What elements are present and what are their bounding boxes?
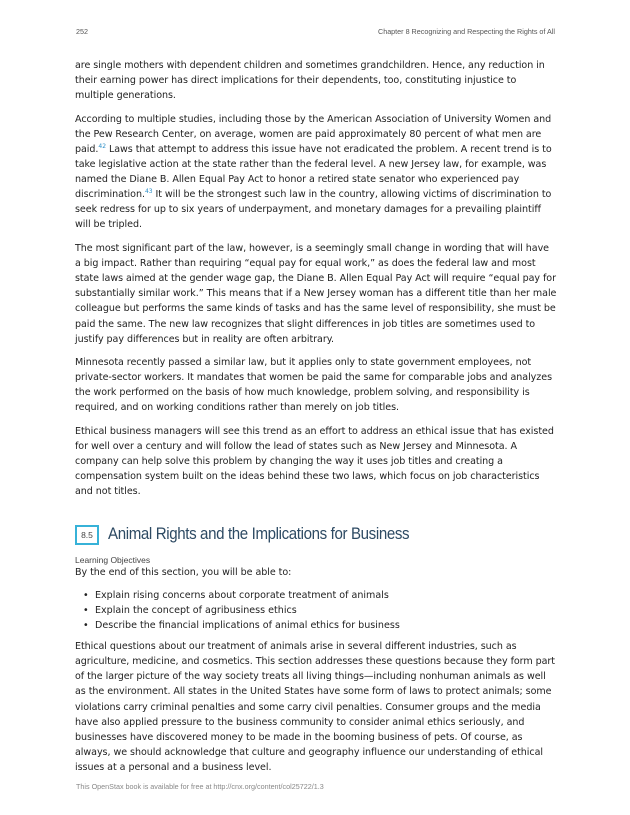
- paragraph-2: [75, 112, 557, 233]
- paragraph-2-part-b: Laws that attempt to address this issue have not eradicated the problem. A recent trend is to take legislative action at the state rather than the federal level. A new Jersey law, for example, was named the Diane B. Allen Equal Pay Act to honor a retired state senator who experienced pay discrimination.: [75, 143, 552, 201]
- objective-text: Explain rising concerns about corporate treatment of animals: [95, 590, 389, 602]
- learning-objectives-intro: By the end of this section, you will be able to:: [75, 566, 292, 578]
- chapter-title: Chapter 8 Recognizing and Respecting the Rights of All: [378, 27, 555, 36]
- bullet-icon: •: [83, 590, 89, 602]
- paragraph-2-part-a: According to multiple studies, including those by the American Association of University Women and the Pew Research Center, on average, women are paid approximately 80 percent of what men are paid.: [75, 113, 552, 155]
- paragraph-3: The most significant part of the law, however, is a seemingly small change in wording that will have a big impact. Rather than requiring “equal pay for equal work,” as does the federal law and most state laws aimed at the gender wage gap, the Diane B. Allen Equal Pay Act will require “equal pay for substantially similar work.” This means that if a New Jersey woman has a different title than her male colleague but performs the same kinds of tasks and has the same level of responsibility, she must be paid the same. The new law recognizes that slight differences in job titles are sometimes used to justify pay differences but in reality are often arbitrary.: [75, 243, 557, 345]
- objective-text: Explain the concept of agribusiness ethics: [95, 605, 297, 617]
- objective-item: [75, 588, 557, 603]
- paragraph-1: are single mothers with dependent children and sometimes grandchildren. Hence, any reduction in their earning power has direct implications for their dependents, too, constituting injustice to multiple generations.: [75, 60, 545, 102]
- objective-text: Describe the financial implications of animal ethics for business: [95, 620, 400, 632]
- objective-item: [75, 618, 557, 633]
- paragraph-5: Ethical business managers will see this trend as an effort to address an ethical issue that has existed for well over a century and will follow the lead of states such as New Jersey and Minnesota. A company can help solve this problem by changing the way it uses job titles and creating a compensation system built on the ideas behind these two laws, which focus on job characteristics and not titles.: [75, 426, 554, 498]
- section-heading: [75, 524, 557, 546]
- paragraph-2-part-c: It will be the strongest such law in the country, allowing victims of discrimination to seek redress for up to six years of underpayment, and monetary damages for a prevailing plaintiff will be tripled.: [75, 189, 552, 231]
- bullet-icon: •: [83, 605, 89, 617]
- section-body: Ethical questions about our treatment of animals arise in several different industries, such as agriculture, medicine, and cosmetics. This section addresses these questions because they form part of the larger picture of the way society treats all living things—including nonhuman animals as well as the environment. All states in the United States have some form of laws to protect animals; some violations carry criminal penalties and some carry civil penalties. Consumer groups and the media have also applied pressure to the business community to consider animal ethics seriously, and businesses have discovered money to be made in the booming business of pets. Of course, as always, we should acknowledge that culture and geography influence our understanding of ethical issues at a personal and a business level.: [75, 641, 555, 773]
- learning-objectives-list: [75, 588, 557, 633]
- paragraph-4: Minnesota recently passed a similar law, but it applies only to state government employees, not private-sector workers. It mandates that women be paid the same for comparable jobs and analyzes the work performed on the basis of how much knowledge, problem solving, and responsibility is required, and on working conditions rather than merely on job titles.: [75, 357, 552, 414]
- footer-note: This OpenStax book is available for free at http://cnx.org/content/col25722/1.3: [76, 782, 324, 791]
- page-number: 252: [76, 27, 88, 36]
- learning-objectives-heading: Learning Objectives: [75, 554, 151, 565]
- section-title: Animal Rights and the Implications for Business: [108, 525, 410, 544]
- section-number-badge: 8.5: [75, 525, 99, 545]
- bullet-icon: •: [83, 620, 89, 632]
- objective-item: [75, 603, 557, 618]
- footnote-link-42[interactable]: 42: [98, 142, 106, 150]
- page-content: [75, 58, 557, 783]
- footnote-link-43[interactable]: 43: [144, 188, 153, 196]
